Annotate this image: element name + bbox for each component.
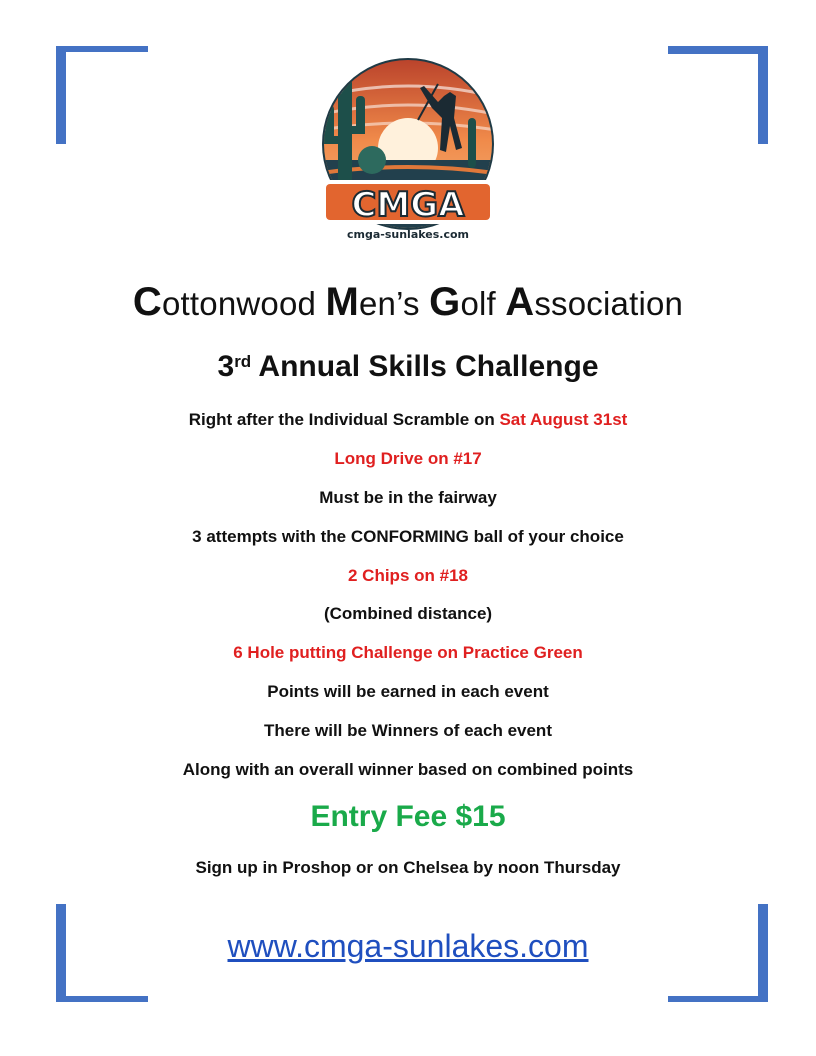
chips-line: 2 Chips on #18 bbox=[348, 566, 468, 585]
website-link[interactable]: www.cmga-sunlakes.com bbox=[227, 928, 589, 964]
title-word: ssociation bbox=[534, 285, 684, 322]
subtitle-ordinal: 3 bbox=[217, 350, 235, 383]
cmga-logo bbox=[314, 56, 502, 242]
title-word: en’s bbox=[358, 285, 420, 322]
points-earned-line: Points will be earned in each event bbox=[267, 682, 549, 701]
title-cap: C bbox=[132, 280, 162, 324]
title-cap: G bbox=[429, 280, 461, 324]
schedule-prefix: Right after the Individual Scramble on bbox=[188, 410, 495, 429]
title-word: olf bbox=[460, 285, 496, 322]
event-subtitle bbox=[0, 350, 816, 384]
logo-text: CMGA bbox=[351, 185, 465, 225]
title-cap: A bbox=[505, 280, 535, 324]
title-cap: M bbox=[325, 280, 359, 324]
signup-line: Sign up in Proshop or on Chelsea by noon Thursday bbox=[195, 858, 621, 877]
schedule-date: Sat August 31st bbox=[499, 410, 628, 429]
subtitle-text: Annual Skills Challenge bbox=[258, 350, 599, 383]
combined-line: (Combined distance) bbox=[323, 604, 493, 623]
attempts-line: 3 attempts with the CONFORMING ball of your choice bbox=[192, 527, 624, 546]
fairway-line: Must be in the fairway bbox=[319, 488, 497, 507]
corner-bracket-top-right bbox=[668, 46, 768, 144]
association-title bbox=[0, 280, 816, 325]
putting-line: 6 Hole putting Challenge on Practice Green bbox=[233, 643, 583, 662]
overall-winner-line: Along with an overall winner based on combined points bbox=[182, 760, 634, 779]
corner-bracket-top-left bbox=[56, 46, 148, 144]
logo-site-text: cmga-sunlakes.com bbox=[347, 228, 469, 241]
title-word: ottonwood bbox=[161, 285, 317, 322]
entry-fee: Entry Fee $15 bbox=[310, 800, 506, 833]
subtitle-ordinal-suffix: rd bbox=[234, 352, 252, 371]
winners-line: There will be Winners of each event bbox=[264, 721, 552, 740]
long-drive-line: Long Drive on #17 bbox=[334, 449, 482, 468]
schedule-line bbox=[0, 410, 816, 430]
